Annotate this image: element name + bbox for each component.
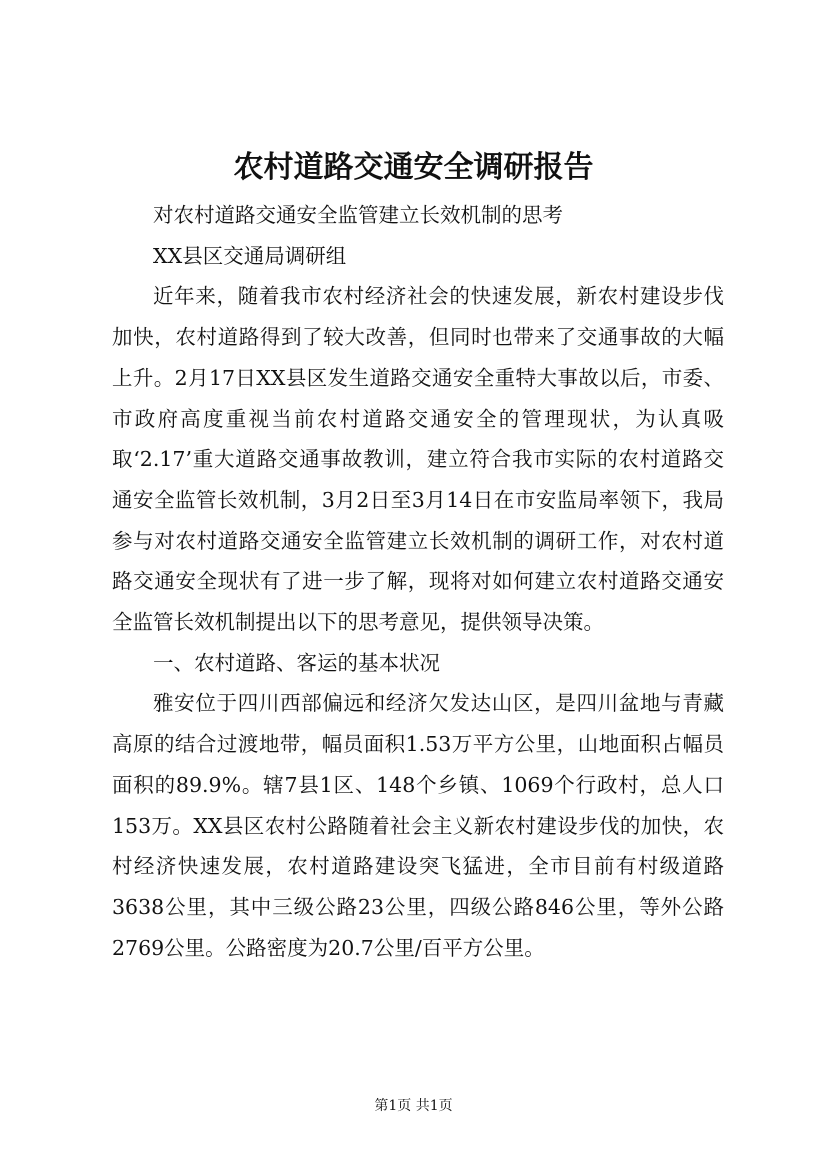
page-footer: 第1页 共1页	[374, 1098, 453, 1114]
document-title: 农村道路交通安全调研报告	[233, 150, 594, 185]
section-heading: 一、农村道路、客运的基本状况	[153, 650, 440, 675]
section-paragraph: 雅安位于四川西部偏远和经济欠发达山区，是四川盆地与青藏高原的结合过渡地带，幅员面积1.53万平方公里，山地面积占幅员面积的89.9%。辖7县1区、148个乡镇、1069个行政村，总人口153万。XX县区农村公路随着社会主义新农村建设步伐的加快，农村经济快速发展，农村道路建设突飞猛进，全市目前有村级道路3638公里，其中三级公路23公里，四级公路846公里，等外公路2769公里。公路密度为20.7公里/百平方公里。	[112, 691, 724, 960]
subtitle-paragraph: 对农村道路交通安全监管建立长效机制的思考	[153, 203, 563, 227]
author-paragraph: XX县区交通局调研组	[153, 243, 347, 268]
intro-paragraph: 近年来，随着我市农村经济社会的快速发展，新农村建设步伐加快，农村道路得到了较大改善，但同时也带来了交通事故的大幅上升。2月17日XX县区发生道路交通安全重特大事故以后，市委、市政府高度重视当前农村道路交通安全的管理现状，为认真吸取‘2.17’重大道路交通事故教训，建立符合我市实际的农村道路交通安全监管长效机制，3月2日至3月14日在市安监局率领下，我局参与对农村道路交通安全监管建立长效机制的调研工作，对农村道路交通安全现状有了进一步了解，现将对如何建立农村道路交通安全监管长效机制提出以下的思考意见，提供领导决策。	[112, 284, 724, 635]
document-body	[112, 195, 724, 968]
